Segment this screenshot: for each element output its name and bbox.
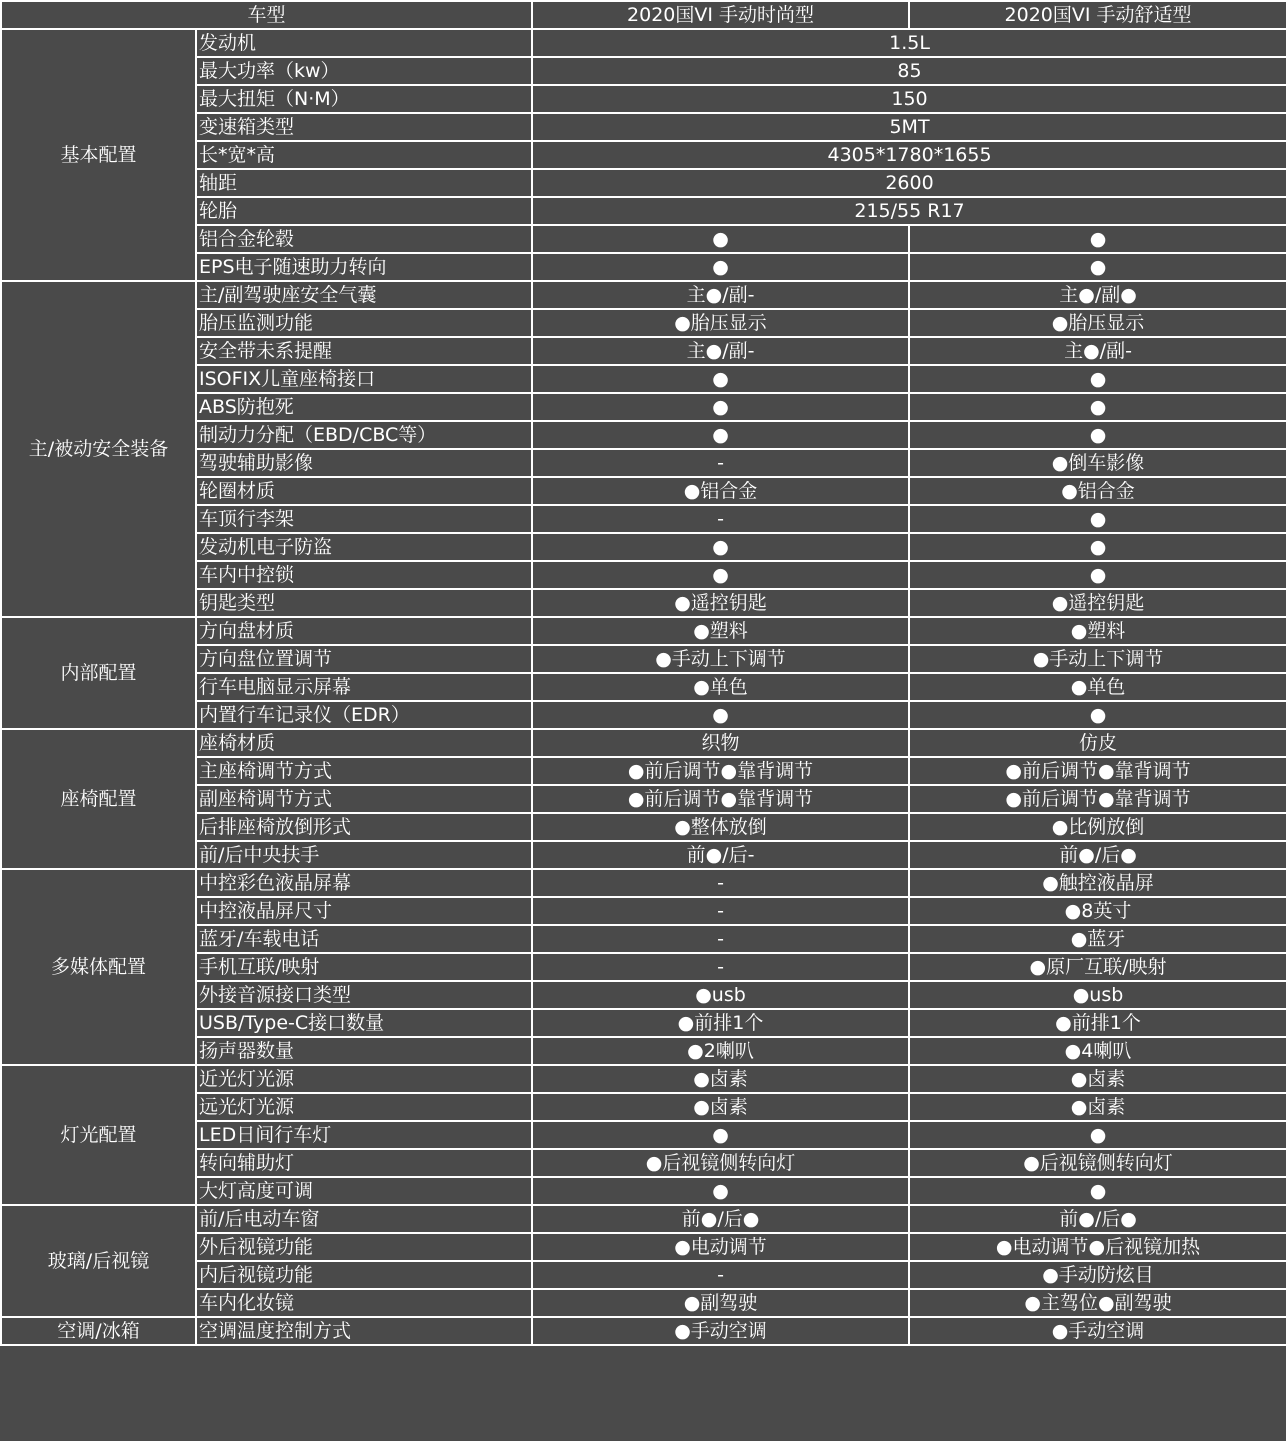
- shared-value-cell: 150: [532, 85, 1286, 113]
- category-cell: 灯光配置: [1, 1065, 196, 1205]
- shared-value-cell: 85: [532, 57, 1286, 85]
- item-cell: 前/后中央扶手: [196, 841, 532, 869]
- item-cell: 后排座椅放倒形式: [196, 813, 532, 841]
- item-cell: 外接音源接口类型: [196, 981, 532, 1009]
- table-row: [1, 1317, 1286, 1345]
- item-cell: 安全带未系提醒: [196, 337, 532, 365]
- model-a-value-cell: 主●/副-: [532, 337, 909, 365]
- header-row: [1, 1, 1286, 29]
- item-cell: 主座椅调节方式: [196, 757, 532, 785]
- model-b-value-cell: ●: [909, 505, 1286, 533]
- category-cell: 多媒体配置: [1, 869, 196, 1065]
- model-b-value-cell: ●原厂互联/映射: [909, 953, 1286, 981]
- category-cell: 玻璃/后视镜: [1, 1205, 196, 1317]
- model-b-value-cell: ●比例放倒: [909, 813, 1286, 841]
- table-row: [1, 1205, 1286, 1233]
- category-cell: 基本配置: [1, 29, 196, 281]
- model-b-value-cell: ●: [909, 421, 1286, 449]
- item-cell: 轮胎: [196, 197, 532, 225]
- item-cell: 空调温度控制方式: [196, 1317, 532, 1345]
- model-a-value-cell: ●后视镜侧转向灯: [532, 1149, 909, 1177]
- shared-value-cell: 2600: [532, 169, 1286, 197]
- model-b-value-cell: ●手动空调: [909, 1317, 1286, 1345]
- model-a-value-cell: ●手动上下调节: [532, 645, 909, 673]
- item-cell: 主/副驾驶座安全气囊: [196, 281, 532, 309]
- item-cell: 最大扭矩（N·M）: [196, 85, 532, 113]
- model-a-value-cell: ●前排1个: [532, 1009, 909, 1037]
- item-cell: 转向辅助灯: [196, 1149, 532, 1177]
- model-b-value-cell: ●前后调节●靠背调节: [909, 785, 1286, 813]
- item-cell: 钥匙类型: [196, 589, 532, 617]
- item-cell: 车顶行李架: [196, 505, 532, 533]
- model-b-value-cell: ●后视镜侧转向灯: [909, 1149, 1286, 1177]
- item-cell: 方向盘材质: [196, 617, 532, 645]
- item-cell: 方向盘位置调节: [196, 645, 532, 673]
- item-cell: ISOFIX儿童座椅接口: [196, 365, 532, 393]
- item-cell: 变速箱类型: [196, 113, 532, 141]
- model-b-value-cell: ●: [909, 533, 1286, 561]
- category-cell: 主/被动安全装备: [1, 281, 196, 617]
- model-a-value-cell: ●单色: [532, 673, 909, 701]
- shared-value-cell: 1.5L: [532, 29, 1286, 57]
- model-a-value-cell: ●: [532, 561, 909, 589]
- model-b-value-cell: ●: [909, 1177, 1286, 1205]
- model-a-value-cell: 织物: [532, 729, 909, 757]
- item-cell: 扬声器数量: [196, 1037, 532, 1065]
- table-row: [1, 617, 1286, 645]
- model-b-value-cell: ●: [909, 253, 1286, 281]
- model-a-value-cell: ●: [532, 1177, 909, 1205]
- item-cell: 内后视镜功能: [196, 1261, 532, 1289]
- model-a-value-cell: ●前后调节●靠背调节: [532, 757, 909, 785]
- model-b-value-cell: ●蓝牙: [909, 925, 1286, 953]
- item-cell: 发动机电子防盗: [196, 533, 532, 561]
- model-b-value-cell: ●8英寸: [909, 897, 1286, 925]
- item-cell: 中控彩色液晶屏幕: [196, 869, 532, 897]
- shared-value-cell: 5MT: [532, 113, 1286, 141]
- model-a-value-cell: ●: [532, 701, 909, 729]
- model-b-value-cell: ●: [909, 365, 1286, 393]
- model-b-value-cell: ●主驾位●副驾驶: [909, 1289, 1286, 1317]
- item-cell: 轴距: [196, 169, 532, 197]
- model-b-value-cell: ●: [909, 225, 1286, 253]
- item-cell: LED日间行车灯: [196, 1121, 532, 1149]
- model-a-value-cell: ●: [532, 365, 909, 393]
- model-a-value-cell: -: [532, 953, 909, 981]
- model-a-value-cell: ●usb: [532, 981, 909, 1009]
- model-b-value-cell: 前●/后●: [909, 1205, 1286, 1233]
- item-cell: 发动机: [196, 29, 532, 57]
- model-b-value-cell: 仿皮: [909, 729, 1286, 757]
- model-b-value-cell: ●铝合金: [909, 477, 1286, 505]
- model-b-value-cell: ●触控液晶屏: [909, 869, 1286, 897]
- item-cell: 制动力分配（EBD/CBC等）: [196, 421, 532, 449]
- model-a-value-cell: 主●/副-: [532, 281, 909, 309]
- shared-value-cell: 215/55 R17: [532, 197, 1286, 225]
- model-a-value-cell: ●卤素: [532, 1065, 909, 1093]
- item-cell: 大灯高度可调: [196, 1177, 532, 1205]
- category-cell: 内部配置: [1, 617, 196, 729]
- model-a-value-cell: -: [532, 925, 909, 953]
- model-b-value-cell: ●单色: [909, 673, 1286, 701]
- model-b-value-cell: ●胎压显示: [909, 309, 1286, 337]
- model-a-value-cell: ●2喇叭: [532, 1037, 909, 1065]
- model-b-value-cell: 主●/副-: [909, 337, 1286, 365]
- item-cell: 外后视镜功能: [196, 1233, 532, 1261]
- item-cell: 手机互联/映射: [196, 953, 532, 981]
- item-cell: EPS电子随速助力转向: [196, 253, 532, 281]
- category-cell: 座椅配置: [1, 729, 196, 869]
- item-cell: 驾驶辅助影像: [196, 449, 532, 477]
- model-a-value-cell: ●塑料: [532, 617, 909, 645]
- model-a-value-cell: ●: [532, 225, 909, 253]
- model-b-value-cell: ●: [909, 393, 1286, 421]
- model-b-value-cell: ●前排1个: [909, 1009, 1286, 1037]
- model-a-value-cell: ●铝合金: [532, 477, 909, 505]
- model-b-value-cell: ●usb: [909, 981, 1286, 1009]
- model-a-value-cell: ●遥控钥匙: [532, 589, 909, 617]
- item-cell: 近光灯光源: [196, 1065, 532, 1093]
- model-b-value-cell: ●倒车影像: [909, 449, 1286, 477]
- item-cell: 车内化妆镜: [196, 1289, 532, 1317]
- item-cell: 行车电脑显示屏幕: [196, 673, 532, 701]
- model-b-value-cell: ●: [909, 561, 1286, 589]
- item-cell: 远光灯光源: [196, 1093, 532, 1121]
- model-a-value-cell: ●: [532, 253, 909, 281]
- item-cell: 轮圈材质: [196, 477, 532, 505]
- model-a-value-cell: 前●/后-: [532, 841, 909, 869]
- model-a-value-cell: -: [532, 449, 909, 477]
- header-label: 车型: [1, 1, 532, 29]
- item-cell: 长*宽*高: [196, 141, 532, 169]
- model-a-value-cell: -: [532, 897, 909, 925]
- item-cell: 胎压监测功能: [196, 309, 532, 337]
- model-b-value-cell: ●卤素: [909, 1093, 1286, 1121]
- item-cell: 车内中控锁: [196, 561, 532, 589]
- model-b-value-cell: ●遥控钥匙: [909, 589, 1286, 617]
- model-a-value-cell: -: [532, 505, 909, 533]
- spec-body: [1, 29, 1286, 1345]
- model-a-value-cell: ●卤素: [532, 1093, 909, 1121]
- model-a-value-cell: ●: [532, 1121, 909, 1149]
- shared-value-cell: 4305*1780*1655: [532, 141, 1286, 169]
- item-cell: ABS防抱死: [196, 393, 532, 421]
- model-b-value-cell: ●前后调节●靠背调节: [909, 757, 1286, 785]
- item-cell: 蓝牙/车载电话: [196, 925, 532, 953]
- model-a-value-cell: ●副驾驶: [532, 1289, 909, 1317]
- item-cell: USB/Type-C接口数量: [196, 1009, 532, 1037]
- item-cell: 最大功率（kw）: [196, 57, 532, 85]
- item-cell: 副座椅调节方式: [196, 785, 532, 813]
- item-cell: 中控液晶屏尺寸: [196, 897, 532, 925]
- model-a-value-cell: ●电动调节: [532, 1233, 909, 1261]
- table-row: [1, 869, 1286, 897]
- model-b-value-cell: ●: [909, 701, 1286, 729]
- item-cell: 内置行车记录仪（EDR）: [196, 701, 532, 729]
- model-b-value-cell: ●卤素: [909, 1065, 1286, 1093]
- model-b-value-cell: ●4喇叭: [909, 1037, 1286, 1065]
- model-b-value-cell: ●塑料: [909, 617, 1286, 645]
- header-model-b: 2020国VI 手动舒适型: [909, 1, 1286, 29]
- model-a-value-cell: -: [532, 1261, 909, 1289]
- table-row: [1, 729, 1286, 757]
- model-b-value-cell: ●手动上下调节: [909, 645, 1286, 673]
- item-cell: 座椅材质: [196, 729, 532, 757]
- model-a-value-cell: ●: [532, 393, 909, 421]
- item-cell: 前/后电动车窗: [196, 1205, 532, 1233]
- model-b-value-cell: 前●/后●: [909, 841, 1286, 869]
- model-a-value-cell: -: [532, 869, 909, 897]
- table-row: [1, 281, 1286, 309]
- model-b-value-cell: ●手动防炫目: [909, 1261, 1286, 1289]
- model-a-value-cell: ●前后调节●靠背调节: [532, 785, 909, 813]
- table-row: [1, 1065, 1286, 1093]
- model-a-value-cell: ●胎压显示: [532, 309, 909, 337]
- model-a-value-cell: 前●/后●: [532, 1205, 909, 1233]
- model-a-value-cell: ●手动空调: [532, 1317, 909, 1345]
- model-b-value-cell: 主●/副●: [909, 281, 1286, 309]
- header-model-a: 2020国VI 手动时尚型: [532, 1, 909, 29]
- item-cell: 铝合金轮毂: [196, 225, 532, 253]
- category-cell: 空调/冰箱: [1, 1317, 196, 1345]
- model-b-value-cell: ●电动调节●后视镜加热: [909, 1233, 1286, 1261]
- model-a-value-cell: ●: [532, 421, 909, 449]
- model-a-value-cell: ●: [532, 533, 909, 561]
- model-a-value-cell: ●整体放倒: [532, 813, 909, 841]
- model-b-value-cell: ●: [909, 1121, 1286, 1149]
- table-row: [1, 29, 1286, 57]
